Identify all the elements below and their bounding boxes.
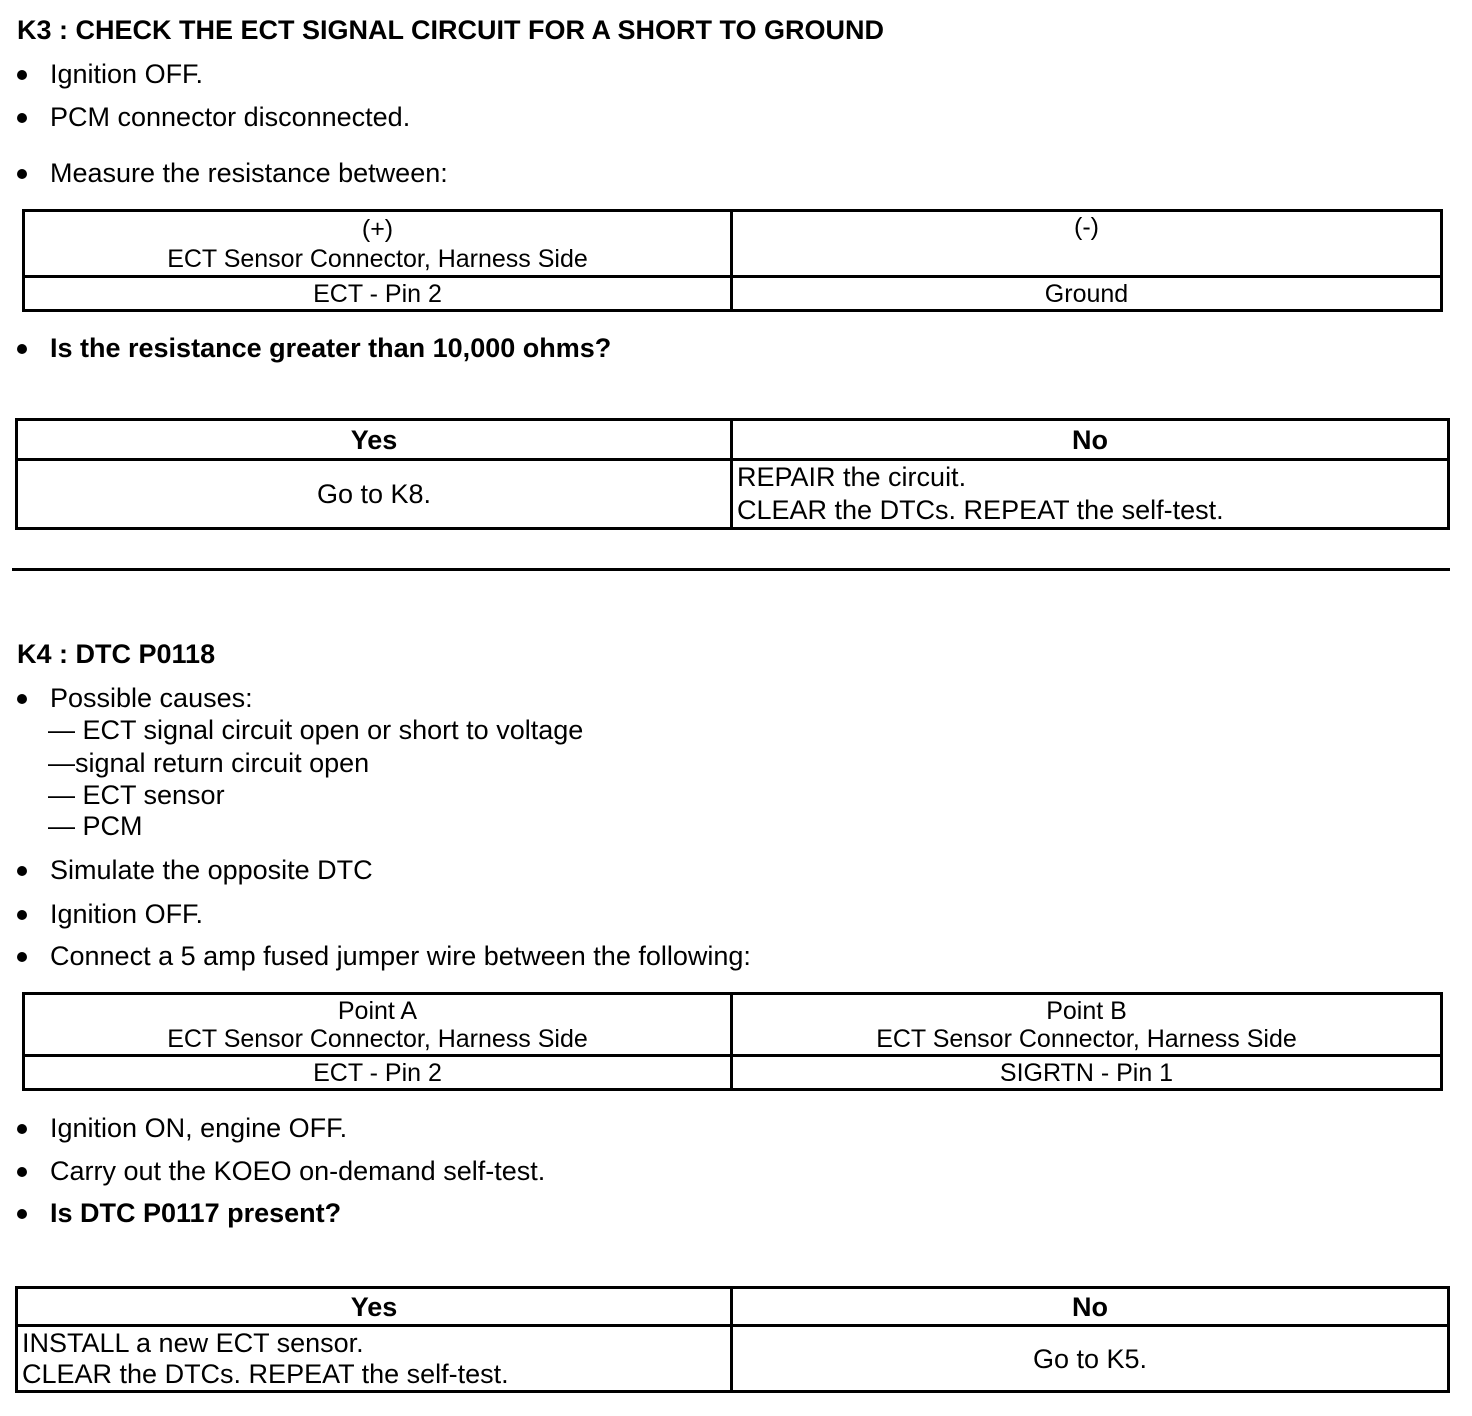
bullet-icon (17, 344, 27, 354)
cell-line: CLEAR the DTCs. REPEAT the self-test. (22, 1358, 509, 1389)
cell-line: INSTALL a new ECT sensor. (22, 1327, 364, 1358)
cell-line: REPAIR the circuit. (737, 462, 967, 492)
bullet-icon (17, 113, 27, 123)
bullet-icon (17, 1209, 27, 1219)
section-divider (12, 568, 1450, 571)
step-text: Carry out the KOEO on-demand self-test. (50, 1156, 546, 1186)
table-row (17, 1326, 1449, 1392)
table-cell: ECT - Pin 2 (24, 1056, 732, 1090)
cause-item: — ECT signal circuit open or short to voltage (48, 715, 584, 745)
table-cell: SIGRTN - Pin 1 (732, 1056, 1442, 1090)
table-header-cell (732, 211, 1442, 277)
cause-item: — PCM (48, 811, 143, 841)
table-row (17, 460, 1449, 529)
no-result-cell: Go to K5. (732, 1326, 1449, 1392)
bullet-icon (17, 169, 27, 179)
k3-result-table (15, 418, 1450, 530)
table-row (17, 1288, 1449, 1326)
cell-line: (-) (1074, 213, 1099, 241)
bullet-icon (17, 1167, 27, 1177)
step-text: Simulate the opposite DTC (50, 855, 373, 885)
bullet-icon (17, 694, 27, 704)
table-header-cell (24, 994, 732, 1056)
k3-heading: K3 : CHECK THE ECT SIGNAL CIRCUIT FOR A SHORT TO GROUND (17, 15, 885, 45)
cell-line: ECT Sensor Connector, Harness Side (167, 244, 588, 273)
yes-result-cell: Go to K8. (17, 460, 732, 529)
step-text: Possible causes: (50, 683, 253, 713)
step-text: PCM connector disconnected. (50, 102, 411, 132)
cause-item: —signal return circuit open (48, 748, 370, 778)
no-header: No (732, 420, 1449, 460)
yes-header: Yes (17, 420, 732, 460)
no-header: No (732, 1288, 1449, 1326)
step-text: Measure the resistance between: (50, 158, 448, 188)
table-row (24, 1056, 1442, 1090)
cell-line: (+) (361, 214, 394, 243)
step-text: Ignition ON, engine OFF. (50, 1113, 348, 1143)
cell-line: CLEAR the DTCs. REPEAT the self-test. (737, 495, 1224, 525)
bullet-icon (17, 1124, 27, 1134)
table-row (24, 277, 1442, 311)
bullet-icon (17, 70, 27, 80)
question-text: Is the resistance greater than 10,000 ohms? (50, 333, 612, 363)
table-row (17, 420, 1449, 460)
yes-result-cell (17, 1326, 732, 1392)
cause-item: — ECT sensor (48, 780, 225, 810)
table-row (24, 994, 1442, 1056)
table-cell: Ground (732, 277, 1442, 311)
k4-jumper-table (22, 992, 1443, 1091)
table-row (24, 211, 1442, 277)
cell-line: ECT Sensor Connector, Harness Side (876, 1024, 1297, 1053)
table-cell: ECT - Pin 2 (24, 277, 732, 311)
k4-heading: K4 : DTC P0118 (17, 639, 216, 669)
table-header-cell (24, 211, 732, 277)
step-text: Ignition OFF. (50, 59, 204, 89)
table-header-cell (732, 994, 1442, 1056)
bullet-icon (17, 910, 27, 920)
cell-line: ECT Sensor Connector, Harness Side (167, 1024, 588, 1053)
cell-line: Point B (1046, 996, 1127, 1025)
step-text: Ignition OFF. (50, 899, 204, 929)
k3-measure-table (22, 209, 1443, 312)
cell-line: Point A (337, 996, 418, 1025)
question-text: Is DTC P0117 present? (50, 1198, 342, 1228)
bullet-icon (17, 952, 27, 962)
yes-header: Yes (17, 1288, 732, 1326)
bullet-icon (17, 866, 27, 876)
step-text: Connect a 5 amp fused jumper wire between the following: (50, 941, 751, 971)
k4-result-table (15, 1286, 1450, 1393)
no-result-cell (732, 460, 1449, 529)
